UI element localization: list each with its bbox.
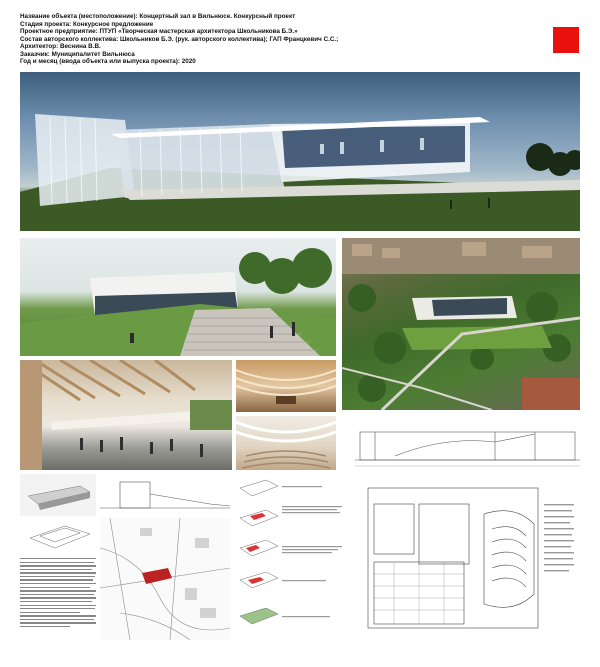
foyer-interior-rendering — [20, 360, 232, 470]
client: Заказчик: Муниципалитет Вильнюса — [20, 50, 135, 58]
site-plan-map — [100, 518, 230, 640]
elevation-drawing — [100, 474, 230, 516]
author-team: Состав авторского коллектива: Школьников Б.Э. (рук. авторского коллектива); ГАП Францкевич С.С.; — [20, 35, 339, 43]
object-name: Название объекта (местоположение): Концертный зал в Вильнюсе. Конкурсный проект — [20, 13, 296, 20]
project-stage: Стадия проекта: Конкурсное предложение — [20, 20, 154, 28]
axonometric-drawing — [20, 518, 96, 556]
design-firm: Проектное предприятие: ПТУП «Творческая мастерская архитектора Школьникова Б.Э.» — [20, 28, 298, 35]
diagram-notes — [282, 476, 358, 642]
aerial-city-rendering — [342, 238, 580, 410]
floor-plan-drawing — [364, 484, 580, 639]
architect: Архитектор: Веснина В.В. — [20, 43, 101, 50]
massing-model-image — [20, 474, 96, 516]
concert-hall-interior-1 — [236, 360, 336, 412]
terrace-steps-rendering — [20, 238, 336, 356]
concert-hall-interior-2 — [236, 416, 336, 470]
red-marker-square — [553, 27, 579, 53]
hero-exterior-rendering — [20, 72, 580, 231]
project-year: Год и месяц (ввода объекта или выпуска проекта): 2020 — [20, 58, 196, 65]
building-section-drawing — [355, 418, 580, 476]
concept-diagrams — [236, 476, 280, 642]
description-text-block — [20, 558, 98, 642]
project-info-header — [20, 13, 540, 66]
